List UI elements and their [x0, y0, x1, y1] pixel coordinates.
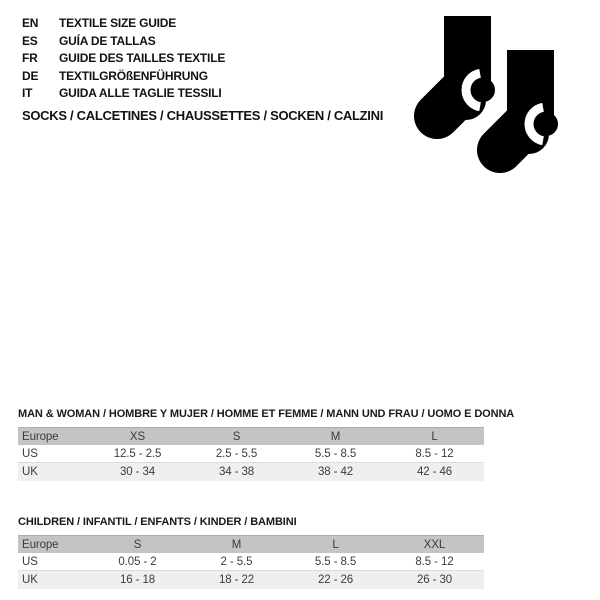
- header-cell-size: M: [231, 539, 242, 551]
- row-label: US: [22, 448, 38, 460]
- language-code: IT: [22, 86, 33, 101]
- language-label: GUÍA DE TALLAS: [59, 33, 156, 48]
- header-cell-size: L: [431, 431, 438, 443]
- table-title: CHILDREN / INFANTIL / ENFANTS / KINDER / BAMBINI: [18, 516, 297, 528]
- header-cell-region: Europe: [22, 539, 59, 551]
- size-value: 38 - 42: [317, 466, 354, 478]
- language-code: DE: [22, 68, 39, 83]
- table-row-uk: [18, 571, 484, 589]
- language-row-de: [22, 68, 225, 86]
- language-code: ES: [22, 33, 38, 48]
- language-label: GUIDE DES TAILLES TEXTILE: [59, 51, 226, 66]
- language-label: TEXTILE SIZE GUIDE: [59, 16, 177, 30]
- language-label: TEXTILGRÖßENFÜHRUNG: [59, 68, 208, 83]
- header-cell-size: L: [332, 539, 339, 551]
- language-row-es: [22, 33, 225, 51]
- size-value: 26 - 30: [416, 574, 453, 586]
- sock-right: [500, 50, 558, 154]
- size-value: 5.5 - 8.5: [314, 556, 357, 568]
- language-code: FR: [22, 51, 38, 66]
- size-value: 8.5 - 12: [415, 448, 454, 460]
- size-value: 18 - 22: [218, 574, 255, 586]
- language-row-it: [22, 85, 225, 103]
- size-value: 22 - 26: [317, 574, 354, 586]
- table-row-us: [18, 445, 484, 463]
- size-value: 34 - 38: [218, 466, 255, 478]
- table-header-row: [18, 535, 484, 553]
- size-value: 2 - 5.5: [220, 556, 253, 568]
- header-cell-size: XS: [129, 431, 146, 443]
- header-cell-region: Europe: [22, 431, 59, 443]
- language-row-en: [22, 15, 225, 33]
- category-title: SOCKS / CALCETINES / CHAUSSETTES / SOCKEN / CALZINI: [22, 108, 384, 123]
- language-list: [22, 15, 225, 103]
- size-value: 42 - 46: [416, 466, 453, 478]
- header-cell-size: S: [232, 431, 241, 443]
- header-cell-size: S: [133, 539, 142, 551]
- row-label: UK: [22, 466, 38, 478]
- language-label: GUIDA ALLE TAGLIE TESSILI: [59, 86, 222, 101]
- language-row-fr: [22, 50, 225, 68]
- language-code: EN: [22, 16, 39, 30]
- size-value: 8.5 - 12: [415, 556, 454, 568]
- size-value: 5.5 - 8.5: [314, 448, 357, 460]
- table-row-us: [18, 553, 484, 571]
- header-cell-size: XXL: [423, 539, 446, 551]
- size-value: 12.5 - 2.5: [113, 448, 162, 460]
- header-cell-size: M: [330, 431, 341, 443]
- size-value: 30 - 34: [119, 466, 156, 478]
- row-label: US: [22, 556, 38, 568]
- table-row-uk: [18, 463, 484, 481]
- row-label: UK: [22, 574, 38, 586]
- table-header-row: [18, 427, 484, 445]
- size-value: 2.5 - 5.5: [215, 448, 258, 460]
- size-value: 0.05 - 2: [118, 556, 157, 568]
- table-title: MAN & WOMAN / HOMBRE Y MUJER / HOMME ET FEMME / MANN UND FRAU / UOMO E DONNA: [18, 408, 515, 420]
- size-value: 16 - 18: [119, 574, 156, 586]
- sock-left: [437, 16, 495, 120]
- size-table-children: [18, 516, 484, 589]
- socks-icon: [405, 10, 575, 195]
- size-table-man-woman: [18, 408, 515, 481]
